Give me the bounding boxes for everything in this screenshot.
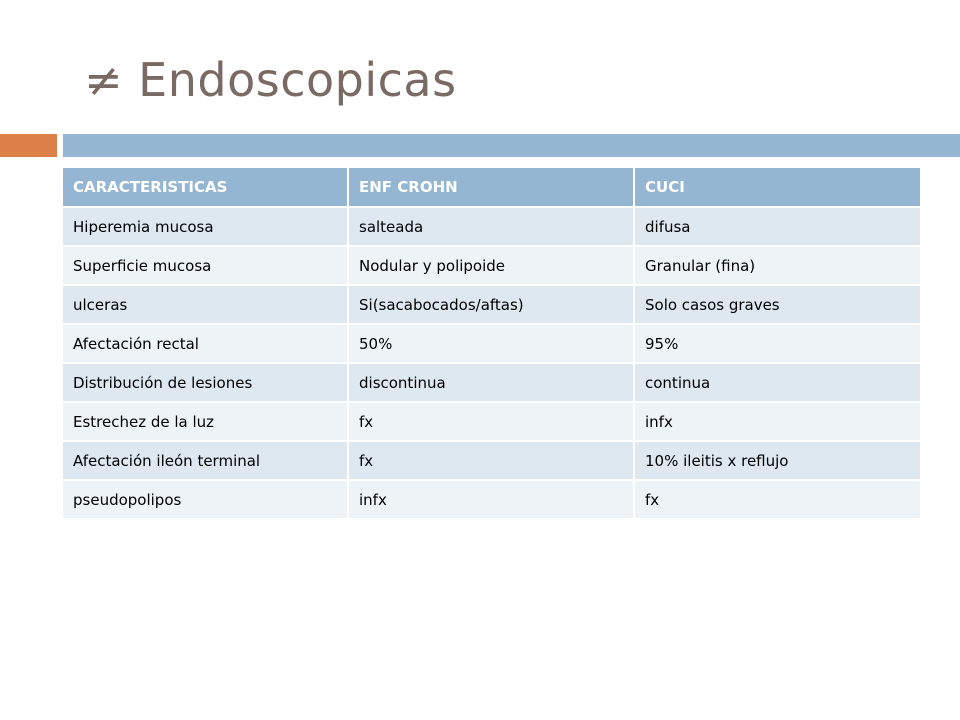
table-cell: Superficie mucosa	[63, 247, 349, 286]
table-cell: fx	[635, 481, 920, 520]
table-cell: Solo casos graves	[635, 286, 920, 325]
table-cell: Afectación ileón terminal	[63, 442, 349, 481]
table-row	[63, 247, 920, 286]
table-cell: difusa	[635, 208, 920, 247]
header-enf-crohn: ENF CROHN	[349, 168, 635, 208]
table-cell: 95%	[635, 325, 920, 364]
table-cell: Estrechez de la luz	[63, 403, 349, 442]
header-cuci: CUCI	[635, 168, 920, 208]
table-cell: Distribución de lesiones	[63, 364, 349, 403]
table-cell: pseudopolipos	[63, 481, 349, 520]
table-row	[63, 286, 920, 325]
table-cell: fx	[349, 442, 635, 481]
table-cell: ulceras	[63, 286, 349, 325]
table-cell: infx	[349, 481, 635, 520]
table-row	[63, 481, 920, 520]
table-row	[63, 403, 920, 442]
table-cell: continua	[635, 364, 920, 403]
table-cell: 10% ileitis x reflujo	[635, 442, 920, 481]
table-row	[63, 442, 920, 481]
header-divider-bar	[63, 134, 960, 157]
table-cell: Si(sacabocados/aftas)	[349, 286, 635, 325]
table-cell: salteada	[349, 208, 635, 247]
table-cell: Hiperemia mucosa	[63, 208, 349, 247]
table-cell: discontinua	[349, 364, 635, 403]
table-cell: Granular (fina)	[635, 247, 920, 286]
table-cell: Afectación rectal	[63, 325, 349, 364]
slide-title: ≠ Endoscopicas	[84, 53, 457, 107]
table-header-row	[63, 168, 920, 208]
table-row	[63, 325, 920, 364]
accent-bar	[0, 134, 57, 157]
table-cell: infx	[635, 403, 920, 442]
header-caracteristicas: CARACTERISTICAS	[63, 168, 349, 208]
table-row	[63, 208, 920, 247]
table-cell: fx	[349, 403, 635, 442]
table-row	[63, 364, 920, 403]
table-cell: 50%	[349, 325, 635, 364]
table-cell: Nodular y polipoide	[349, 247, 635, 286]
comparison-table	[63, 168, 920, 520]
